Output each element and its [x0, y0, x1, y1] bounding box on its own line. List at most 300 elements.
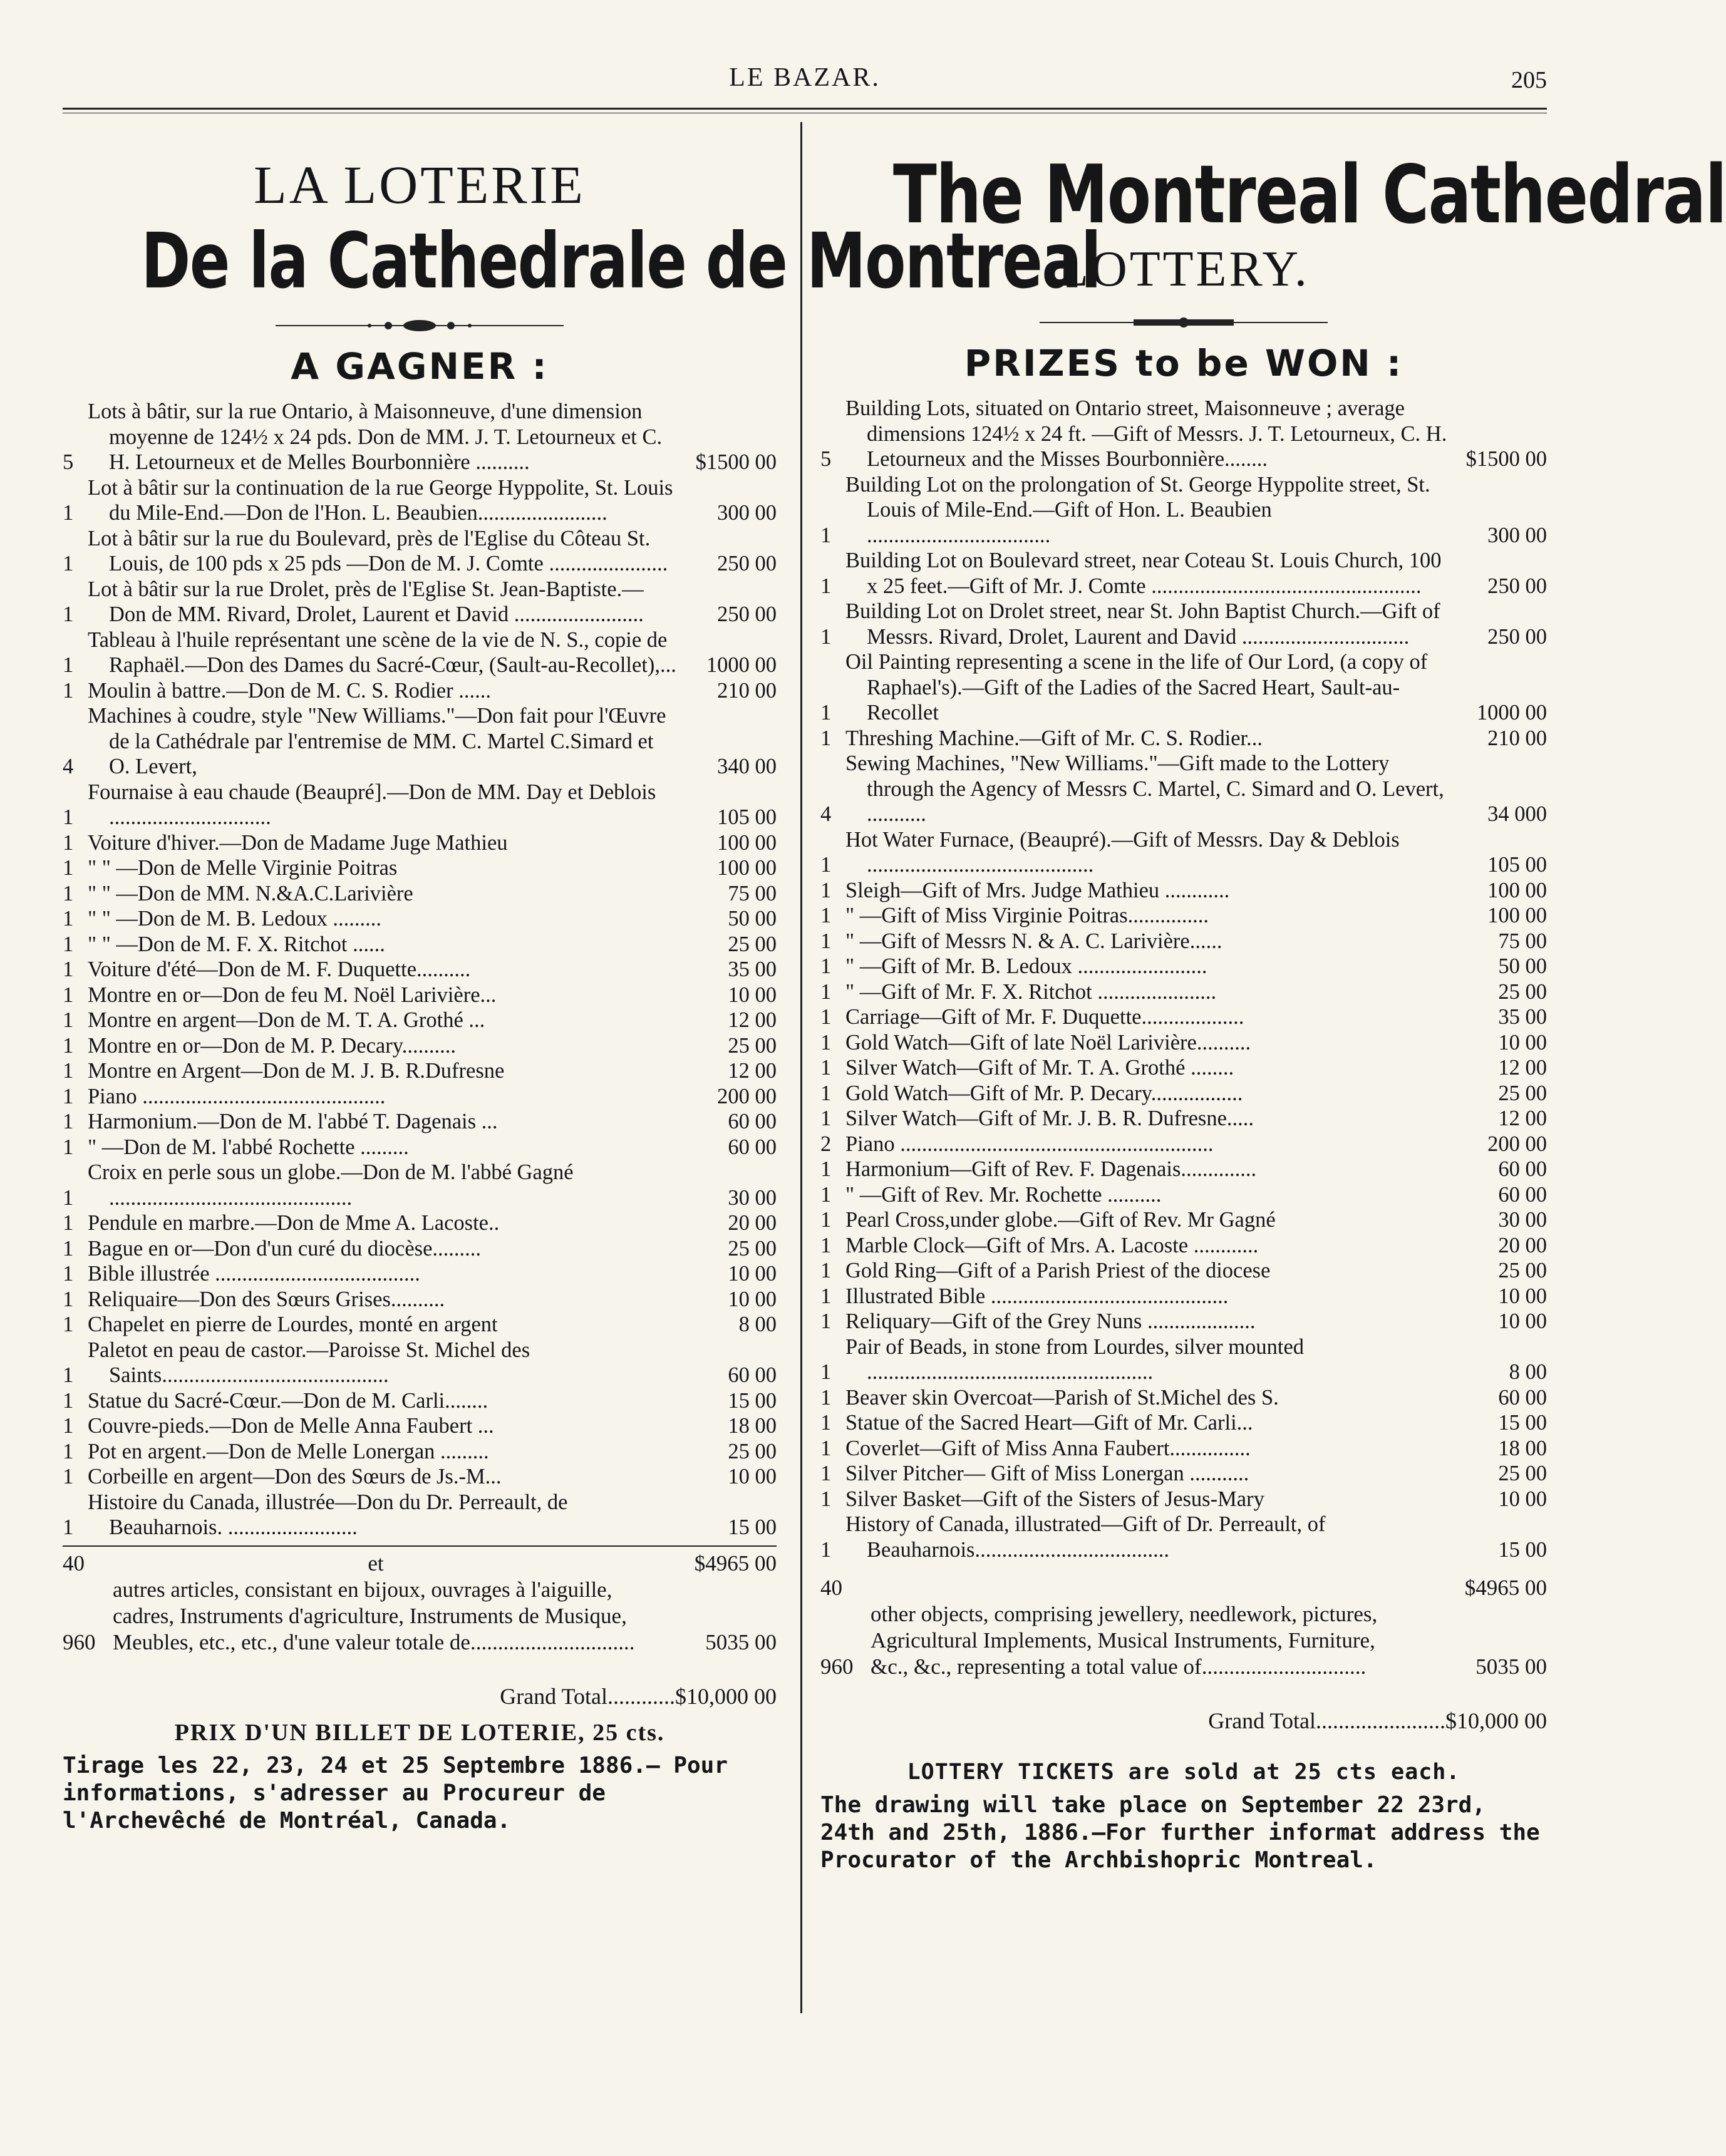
prize-value: 75 00 — [1498, 929, 1547, 953]
prize-item — [63, 855, 777, 881]
prize-item — [820, 1207, 1547, 1233]
prize-description: " —Gift of Rev. Mr. Rochette .......... — [845, 1182, 1162, 1207]
french-title-line2: De la Cathedrale de Montreal — [141, 217, 1101, 306]
prize-quantity: 1 — [63, 957, 74, 982]
prize-quantity: 1 — [820, 523, 832, 547]
prize-value: 25 00 — [728, 1236, 777, 1261]
prize-quantity: 1 — [63, 653, 74, 678]
prize-value: 25 00 — [1498, 1462, 1547, 1486]
prize-description: Statue of the Sacred Heart—Gift of Mr. Carli... — [845, 1411, 1253, 1435]
prize-quantity: 1 — [63, 1262, 74, 1286]
prize-value: 60 00 — [1498, 1385, 1547, 1410]
prize-value: 250 00 — [717, 602, 777, 627]
prize-value: 1000 00 — [1476, 701, 1547, 725]
prize-item — [63, 906, 777, 932]
prize-description: Carriage—Gift of Mr. F. Duquette................... — [845, 1005, 1244, 1029]
prize-description: Voiture d'été—Don de M. F. Duquette.......... — [88, 957, 471, 982]
prize-item — [63, 1084, 777, 1110]
prize-quantity: 1 — [63, 1008, 74, 1033]
prize-value: 10 00 — [1498, 1309, 1547, 1334]
prize-description: Croix en perle sous un globe.—Don de M. l'abbé Gagné ............................................. — [88, 1160, 574, 1210]
prize-value: 105 00 — [1487, 853, 1547, 877]
prize-quantity: 2 — [820, 1132, 832, 1156]
prize-value: 300 00 — [1487, 523, 1547, 547]
prize-item — [63, 1109, 777, 1135]
french-subtotal-row — [63, 1550, 777, 1577]
prize-quantity: 1 — [820, 1259, 832, 1283]
prize-description: Montre en or—Don de M. P. Decary.......... — [88, 1033, 456, 1058]
english-subtotal-row — [820, 1575, 1547, 1601]
prize-quantity: 1 — [820, 878, 832, 902]
prize-value: 25 00 — [1498, 1081, 1547, 1105]
subtotal-value: $4965 00 — [694, 1550, 777, 1576]
prize-description: Beaver skin Overcoat—Parish of St.Michel des S. — [845, 1385, 1279, 1410]
prize-item — [63, 1160, 777, 1210]
prize-description: Gold Watch—Gift of late Noël Larivière.......... — [845, 1030, 1251, 1055]
french-title-line1: LA LOTERIE — [254, 155, 586, 215]
prize-value: 18 00 — [1498, 1436, 1547, 1460]
prize-quantity: 1 — [820, 701, 832, 725]
prize-item — [820, 979, 1547, 1005]
prize-quantity: 1 — [63, 830, 74, 855]
prize-value: 200 00 — [717, 1084, 777, 1108]
prize-quantity: 1 — [820, 1360, 832, 1385]
prize-value: 30 00 — [1498, 1208, 1547, 1232]
prize-quantity: 1 — [820, 979, 832, 1004]
prize-description: Pearl Cross,under globe.—Gift of Rev. Mr Gagné — [845, 1208, 1276, 1232]
prize-item — [820, 954, 1547, 979]
prize-value: 250 00 — [1487, 624, 1547, 649]
subtotal-count: 40 — [63, 1550, 85, 1576]
prize-value: 12 00 — [1498, 1056, 1547, 1080]
prize-quantity: 1 — [63, 552, 74, 576]
prize-item — [63, 1058, 777, 1084]
prize-quantity: 1 — [63, 1135, 74, 1159]
prize-value: 340 00 — [717, 755, 777, 779]
prize-item — [820, 1461, 1547, 1487]
prize-description: Paletot en peau de castor.—Paroisse St. Michel des Saints.......................................... — [88, 1338, 530, 1388]
prize-quantity: 1 — [820, 1385, 832, 1410]
prize-quantity: 1 — [820, 1081, 832, 1105]
prize-description: " —Gift of Miss Virginie Poitras............... — [845, 904, 1209, 928]
prize-item — [63, 1439, 777, 1465]
prize-quantity: 1 — [820, 1284, 832, 1308]
prize-description: Reliquary—Gift of the Grey Nuns .................... — [845, 1309, 1256, 1334]
prize-description: Building Lot on the prolongation of St. George Hyppolite street, St. Louis of Mile-End.—Gift of Hon. L. Beaubien .................................. — [845, 472, 1430, 547]
prize-description: Bible illustrée ...................................... — [88, 1262, 420, 1286]
prize-item — [63, 881, 777, 907]
prize-description: Silver Pitcher— Gift of Miss Lonergan ........... — [845, 1462, 1249, 1486]
prize-item — [820, 1132, 1547, 1157]
prize-description: " " —Don de M. B. Ledoux ......... — [88, 907, 381, 931]
subtotal-rule — [63, 1545, 777, 1547]
prize-description: Silver Watch—Gift of Mr. T. A. Grothé ........ — [845, 1056, 1234, 1080]
prize-description: " " —Don de Melle Virginie Poitras — [88, 856, 398, 880]
prize-value: 25 00 — [728, 932, 777, 956]
french-ticket-price: PRIX D'UN BILLET DE LOTERIE, 25 cts. — [174, 1719, 665, 1746]
prize-item — [820, 1410, 1547, 1436]
prize-value: 60 00 — [1498, 1182, 1547, 1207]
prize-quantity: 1 — [63, 501, 74, 525]
prize-description: Corbeille en argent—Don des Sœurs de Js.-M... — [88, 1465, 502, 1489]
prize-item — [63, 475, 777, 526]
page-number: 205 — [1511, 67, 1547, 93]
prize-quantity: 1 — [820, 726, 832, 750]
prize-quantity: 1 — [820, 1157, 832, 1182]
prize-item — [820, 1487, 1547, 1512]
prize-quantity: 1 — [63, 1110, 74, 1134]
prize-quantity: 1 — [63, 602, 74, 627]
subtotal-connector: et — [368, 1550, 384, 1576]
prize-value: 50 00 — [1498, 954, 1547, 979]
prize-item — [820, 1334, 1547, 1385]
english-prize-list — [820, 396, 1547, 1562]
prize-quantity: 1 — [63, 983, 74, 1007]
prize-value: 75 00 — [728, 881, 777, 905]
prize-description: Gold Watch—Gift of Mr. P. Decary................. — [845, 1081, 1243, 1105]
prize-item — [820, 1233, 1547, 1259]
prize-quantity: 1 — [820, 1309, 832, 1334]
prize-description: Building Lot on Boulevard street, near Coteau St. Louis Church, 100 x 25 feet.—Gift of Mr. J. Comte .................................................. — [845, 549, 1442, 598]
prize-value: 250 00 — [717, 552, 777, 576]
prize-item — [63, 830, 777, 856]
prize-quantity: 1 — [820, 853, 832, 877]
prize-item — [63, 1033, 777, 1059]
prize-item — [820, 1157, 1547, 1182]
prize-value: 8 00 — [1509, 1360, 1547, 1385]
prize-item — [820, 1055, 1547, 1081]
prize-value: 200 00 — [1487, 1132, 1547, 1156]
prize-quantity: 1 — [820, 1537, 832, 1562]
prize-description: Silver Watch—Gift of Mr. J. B. R. Dufresne..... — [845, 1106, 1254, 1131]
prize-item — [820, 1106, 1547, 1132]
prize-value: 100 00 — [1487, 878, 1547, 902]
prize-value: 100 00 — [717, 856, 777, 880]
french-grand-total: Grand Total............$10,000 00 — [500, 1683, 777, 1709]
prize-value: 15 00 — [1498, 1537, 1547, 1562]
prize-quantity: 1 — [820, 904, 832, 928]
prize-quantity: 1 — [63, 1211, 74, 1235]
prize-item — [63, 1135, 777, 1160]
prize-value: 10 00 — [1498, 1284, 1547, 1308]
prize-description: Piano .......................................................... — [845, 1132, 1214, 1156]
prize-value: 20 00 — [728, 1211, 777, 1235]
prize-item — [63, 703, 777, 780]
prize-value: 10 00 — [1498, 1030, 1547, 1055]
prize-description: Oil Painting representing a scene in the life of Our Lord, (a copy of Raphael's).—Gift of the Ladies of the Sacred Heart, Sault-au-Recollet — [845, 650, 1428, 725]
prize-value: 20 00 — [1498, 1233, 1547, 1257]
prize-description: Lots à bâtir, sur la rue Ontario, à Maisonneuve, d'une dimension moyenne de 124½ x 24 pds. Don de MM. J. T. Letourneux et C. H. Letourneux et de Melles Bourbonnière .......... — [88, 400, 663, 475]
prize-quantity: 1 — [820, 1436, 832, 1460]
prize-quantity: 1 — [63, 1287, 74, 1311]
prize-value: 60 00 — [1498, 1157, 1547, 1182]
subtotal-value: $4965 00 — [1464, 1576, 1547, 1601]
english-draw-notice: The drawing will take place on September 22 23rd, 24th and 25th, 1886.—For further informat address the Procurator of the Archbishopric Montreal. — [820, 1792, 1540, 1874]
prize-quantity: 1 — [63, 1465, 74, 1489]
prize-description: Pair of Beads, in stone from Lourdes, silver mounted ..................................................... — [845, 1334, 1305, 1385]
prize-value: 30 00 — [728, 1185, 777, 1210]
prize-item — [820, 472, 1547, 549]
prize-description: Building Lots, situated on Ontario street, Maisonneuve ; average dimensions 124½ x 24 ft. —Gift of Messrs. J. T. Letourneux, C. H. Letourneux and the Misses Bourbonnière........ — [845, 396, 1447, 472]
prize-quantity: 1 — [63, 1236, 74, 1261]
prize-quantity: 1 — [63, 1033, 74, 1058]
prize-item — [820, 599, 1547, 649]
prize-quantity: 1 — [63, 805, 74, 830]
prize-value: $1500 00 — [1465, 447, 1547, 472]
prize-quantity: 1 — [63, 1515, 74, 1540]
prize-description: Voiture d'hiver.—Don de Madame Juge Mathieu — [88, 830, 508, 855]
prize-item — [820, 878, 1547, 904]
subtotal-count: 40 — [820, 1576, 842, 1601]
prize-item — [63, 1413, 777, 1439]
prize-description: Bague en or—Don d'un curé du diocèse......... — [88, 1236, 482, 1261]
prize-item — [820, 903, 1547, 929]
prize-value: $1500 00 — [695, 450, 777, 475]
prize-value: 100 00 — [717, 830, 777, 855]
prize-description: Tableau à l'huile représentant une scène de la vie de N. S., copie de Raphaël.—Don des Dames du Sacré-Cœur, (Sault-au-Recollet),... — [88, 627, 676, 678]
prize-value: 15 00 — [728, 1388, 777, 1413]
prize-description: Lot à bâtir sur la rue Drolet, près de l'Eglise St. Jean-Baptiste.—Don de MM. Rivard, Drolet, Laurent et David ........................ — [88, 577, 644, 627]
page-header — [63, 38, 1547, 113]
prize-item — [820, 396, 1547, 472]
prize-value: 34 000 — [1487, 802, 1547, 827]
prize-quantity: 1 — [63, 1313, 74, 1337]
prize-description: Reliquaire—Don des Sœurs Grises.......... — [88, 1287, 445, 1311]
english-prize-heading: PRIZES to be WON : — [964, 342, 1403, 385]
prize-item — [820, 1436, 1547, 1462]
prize-quantity: 1 — [820, 624, 832, 649]
english-others-row — [820, 1601, 1547, 1680]
english-ticket-price: LOTTERY TICKETS are sold at 25 cts each. — [907, 1760, 1460, 1785]
prize-item — [63, 932, 777, 957]
prize-description: Hot Water Furnace, (Beaupré).—Gift of Messrs. Day & Deblois .......................................... — [845, 827, 1400, 877]
prize-item — [820, 1004, 1547, 1030]
prize-item — [820, 929, 1547, 954]
prize-description: Harmonium.—Don de M. l'abbé T. Dagenais ... — [88, 1110, 498, 1134]
running-title: LE BAZAR. — [729, 63, 881, 92]
prize-value: 105 00 — [717, 805, 777, 830]
english-column — [814, 135, 1726, 2132]
prize-value: 210 00 — [717, 678, 777, 703]
prize-value: 25 00 — [728, 1033, 777, 1058]
prize-description: Sewing Machines, "New Williams."—Gift made to the Lottery through the Agency of Messrs C. Martel, C. Simard and O. Levert, ........... — [845, 751, 1444, 827]
prize-value: 12 00 — [728, 1059, 777, 1083]
prize-description: Building Lot on Drolet street, near St. John Baptist Church.—Gift of Messrs. Rivard, Drolet, Laurent and David ............................... — [845, 599, 1440, 649]
prize-value: 12 00 — [728, 1008, 777, 1033]
prize-quantity: 1 — [63, 1059, 74, 1083]
prize-value: 15 00 — [1498, 1411, 1547, 1435]
prize-value: 60 00 — [728, 1110, 777, 1134]
prize-quantity: 1 — [820, 1208, 832, 1232]
prize-quantity: 1 — [63, 1414, 74, 1438]
prize-value: 12 00 — [1498, 1106, 1547, 1131]
prize-quantity: 1 — [63, 856, 74, 880]
prize-description: " —Don de M. l'abbé Rochette ......... — [88, 1135, 409, 1159]
others-value: 5035 00 — [1475, 1654, 1547, 1679]
prize-item — [63, 983, 777, 1008]
prize-quantity: 1 — [63, 1084, 74, 1108]
prize-description: Montre en or—Don de feu M. Noël Larivière... — [88, 983, 497, 1007]
prize-description: " " —Don de M. F. X. Ritchot ...... — [88, 932, 385, 956]
prize-item — [820, 649, 1547, 726]
prize-quantity: 1 — [63, 932, 74, 956]
prize-item — [63, 577, 777, 627]
prize-value: 25 00 — [1498, 979, 1547, 1004]
prize-quantity: 1 — [63, 1185, 74, 1210]
others-description: other objects, comprising jewellery, needlework, pictures, Agricultural Implements, Musical Instruments, Furniture, &c., &c., representing a total value of.............................. — [871, 1602, 1378, 1679]
prize-description: " —Gift of Mr. F. X. Ritchot ...................... — [845, 979, 1217, 1004]
prize-item — [63, 780, 777, 830]
english-grand-total: Grand Total.......................$10,000 00 — [1208, 1708, 1547, 1734]
prize-description: " —Gift of Mr. B. Ledoux ........................ — [845, 954, 1207, 979]
prize-description: Moulin à battre.—Don de M. C. S. Rodier ...... — [88, 678, 491, 703]
prize-item — [63, 1338, 777, 1388]
english-title-line1: The Montreal Cathedral — [893, 148, 1726, 242]
prize-value: 250 00 — [1487, 574, 1547, 598]
prize-value: 8 00 — [738, 1313, 777, 1337]
prize-item — [820, 1182, 1547, 1208]
prize-value: 60 00 — [728, 1135, 777, 1159]
others-value: 5035 00 — [705, 1629, 777, 1654]
prize-value: 50 00 — [728, 907, 777, 931]
others-count: 960 — [820, 1654, 854, 1679]
prize-description: Illustrated Bible ............................................ — [845, 1284, 1229, 1308]
prize-item — [820, 751, 1547, 827]
prize-item — [63, 1261, 777, 1287]
french-summary — [63, 1550, 777, 1835]
prize-item — [820, 726, 1547, 751]
prize-description: History of Canada, illustrated—Gift of Dr. Perreault, of Beauharnois.................................... — [845, 1512, 1326, 1562]
prize-value: 10 00 — [728, 983, 777, 1007]
french-prize-list — [63, 399, 777, 1540]
ornament-divider — [276, 317, 564, 334]
prize-value: 60 00 — [728, 1363, 777, 1388]
prize-quantity: 1 — [820, 1030, 832, 1055]
prize-description: Chapelet en pierre de Lourdes, monté en argent — [88, 1313, 498, 1337]
prize-value: 15 00 — [728, 1515, 777, 1540]
prize-item — [63, 678, 777, 704]
prize-quantity: 1 — [63, 907, 74, 931]
prize-item — [63, 1490, 777, 1540]
prize-description: Silver Basket—Gift of the Sisters of Jesus-Mary — [845, 1487, 1264, 1511]
prize-description: Piano ............................................. — [88, 1084, 386, 1108]
prize-item — [63, 1210, 777, 1236]
prize-description: Sleigh—Gift of Mrs. Judge Mathieu ............ — [845, 878, 1230, 902]
prize-quantity: 4 — [63, 755, 74, 779]
french-others-row — [63, 1577, 777, 1656]
prize-description: Threshing Machine.—Gift of Mr. C. S. Rodier... — [845, 726, 1263, 750]
prize-value: 10 00 — [1498, 1487, 1547, 1511]
prize-value: 18 00 — [728, 1414, 777, 1438]
prize-item — [820, 1309, 1547, 1334]
prize-value: 210 00 — [1487, 726, 1547, 750]
header-rule — [63, 108, 1547, 110]
prize-value: 25 00 — [1498, 1259, 1547, 1283]
prize-item — [63, 1312, 777, 1338]
prize-item — [63, 526, 777, 577]
prize-quantity: 5 — [820, 447, 832, 472]
ornament-divider — [1040, 314, 1328, 331]
prize-quantity: 1 — [63, 1388, 74, 1413]
prize-description: Fournaise à eau chaude (Beaupré].—Don de MM. Day et Deblois .............................. — [88, 780, 656, 830]
prize-quantity: 1 — [820, 929, 832, 953]
prize-quantity: 1 — [820, 1182, 832, 1207]
prize-description: Marble Clock—Gift of Mrs. A. Lacoste ............ — [845, 1233, 1259, 1257]
prize-item — [820, 827, 1547, 878]
prize-quantity: 1 — [63, 881, 74, 905]
prize-value: 35 00 — [1498, 1005, 1547, 1029]
english-summary — [820, 1575, 1547, 1874]
prize-quantity: 1 — [820, 1233, 832, 1257]
prize-quantity: 1 — [820, 574, 832, 598]
prize-description: Couvre-pieds.—Don de Melle Anna Faubert ... — [88, 1414, 494, 1438]
prize-item — [63, 627, 777, 678]
prize-item — [63, 1287, 777, 1313]
prize-description: Montre en argent—Don de M. T. A. Grothé ... — [88, 1008, 485, 1033]
prize-quantity: 1 — [820, 1056, 832, 1080]
prize-item — [820, 1512, 1547, 1562]
others-description: autres articles, consistant en bijoux, ouvrages à l'aiguille, cadres, Instruments d'agriculture, Instruments de Musique, Meubles, etc., etc., d'une valeur totale de.............................. — [113, 1577, 635, 1654]
prize-value: 300 00 — [717, 501, 777, 525]
prize-item — [820, 548, 1547, 599]
prize-description: Montre en Argent—Don de M. J. B. R.Dufresne — [88, 1059, 505, 1083]
prize-value: 10 00 — [728, 1287, 777, 1311]
french-prize-heading: A GAGNER : — [291, 345, 549, 388]
prize-description: Lot à bâtir sur la rue du Boulevard, près de l'Eglise du Côteau St. Louis, de 100 pds x 25 pds —Don de M. J. Comte ...................... — [88, 526, 668, 576]
prize-quantity: 1 — [63, 1439, 74, 1463]
prize-quantity: 5 — [63, 450, 74, 475]
prize-description: Lot à bâtir sur la continuation de la rue George Hyppolite, St. Louis du Mile-End.—Don de l'Hon. L. Beaubien........................ — [88, 475, 673, 525]
prize-item — [63, 1236, 777, 1262]
prize-item — [63, 1464, 777, 1490]
prize-item — [63, 399, 777, 475]
prize-value: 35 00 — [728, 957, 777, 982]
prize-item — [820, 1385, 1547, 1411]
prize-item — [820, 1081, 1547, 1106]
prize-item — [820, 1258, 1547, 1284]
prize-quantity: 1 — [820, 954, 832, 979]
prize-value: 1000 00 — [706, 653, 777, 678]
prize-quantity: 1 — [820, 1106, 832, 1131]
prize-description: Coverlet—Gift of Miss Anna Faubert............... — [845, 1436, 1251, 1460]
column-divider — [800, 122, 802, 2013]
prize-quantity: 1 — [63, 678, 74, 703]
prize-quantity: 4 — [820, 802, 832, 827]
prize-description: Histoire du Canada, illustrée—Don du Dr. Perreault, de Beauharnois. ........................ — [88, 1490, 568, 1540]
others-count: 960 — [63, 1629, 96, 1654]
prize-quantity: 1 — [820, 1487, 832, 1511]
prize-description: Statue du Sacré-Cœur.—Don de M. Carli........ — [88, 1388, 488, 1413]
prize-value: 100 00 — [1487, 904, 1547, 928]
english-title-line2: LOTTERY. — [1058, 242, 1310, 297]
prize-description: Machines à coudre, style "New Williams."—Don fait pour l'Œuvre de la Cathédrale par l'entremise de MM. C. Martel C.Simard et O. Levert, — [88, 704, 666, 779]
french-draw-notice: Tirage les 22, 23, 24 et 25 Septembre 1886.— Pour informations, s'adresser au Procureur de l'Archevêché de Montréal, Canada. — [63, 1752, 728, 1834]
prize-value: 10 00 — [728, 1465, 777, 1489]
prize-item — [63, 957, 777, 983]
prize-description: " " —Don de MM. N.&A.C.Larivière — [88, 881, 413, 905]
prize-description: " —Gift of Messrs N. & A. C. Larivière...... — [845, 929, 1222, 953]
prize-value: 25 00 — [728, 1439, 777, 1463]
prize-item — [820, 1284, 1547, 1309]
prize-quantity: 1 — [820, 1005, 832, 1029]
prize-description: Pendule en marbre.—Don de Mme A. Lacoste.. — [88, 1211, 500, 1235]
prize-quantity: 1 — [63, 1363, 74, 1388]
prize-description: Gold Ring—Gift of a Parish Priest of the diocese — [845, 1259, 1271, 1283]
prize-quantity: 1 — [820, 1462, 832, 1486]
prize-description: Pot en argent.—Don de Melle Lonergan ......... — [88, 1439, 489, 1463]
prize-description: Harmonium—Gift of Rev. F. Dagenais.............. — [845, 1157, 1257, 1182]
prize-value: 10 00 — [728, 1262, 777, 1286]
